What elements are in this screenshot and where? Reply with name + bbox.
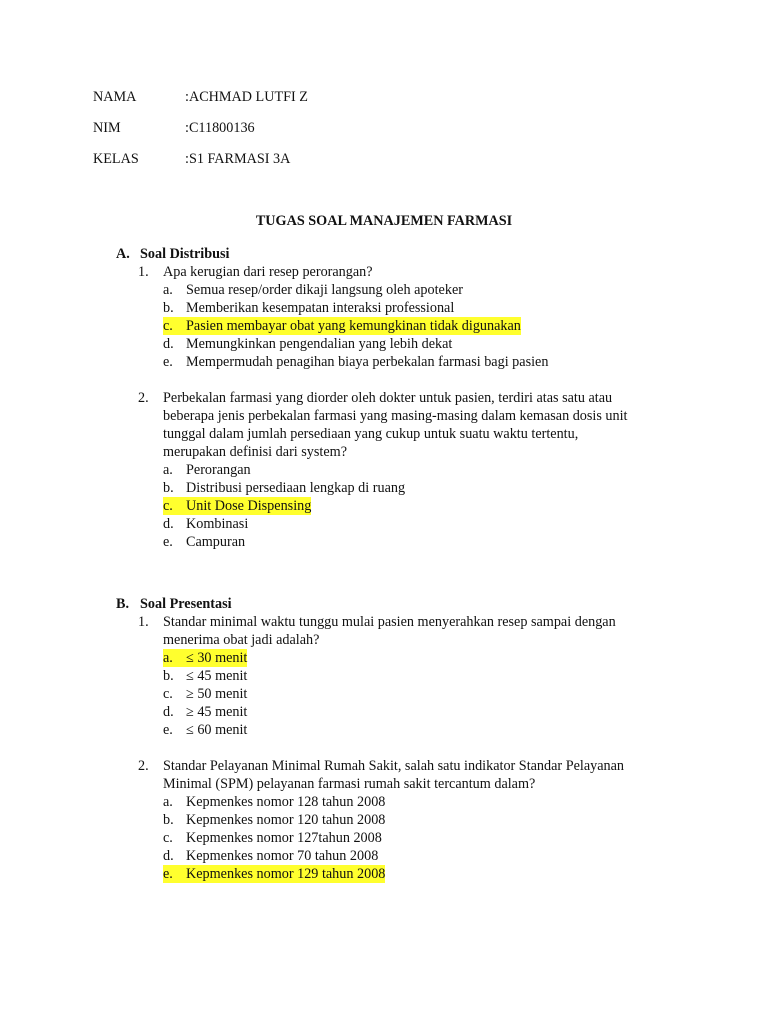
question-text-line: Standar Pelayanan Minimal Rumah Sakit, salah satu indikator Standar Pelayanan: [163, 758, 624, 774]
option-row: [163, 515, 248, 533]
option-letter: b.: [163, 812, 174, 828]
option-letter: e.: [163, 722, 173, 738]
option-letter: c.: [163, 830, 173, 846]
kelas-value: :S1 FARMASI 3A: [185, 151, 291, 167]
option-row: [163, 703, 247, 721]
option-item: [163, 667, 696, 685]
option-item: [163, 281, 696, 299]
option-item: [163, 335, 696, 353]
option-letter: e.: [163, 866, 173, 882]
option-text: Campuran: [186, 534, 246, 550]
option-letter: a.: [163, 282, 173, 298]
highlighted-answer: [163, 865, 385, 883]
kelas-label: KELAS: [93, 151, 139, 167]
option-row: [163, 461, 251, 479]
option-text: Memberikan kesempatan interaksi professional: [186, 300, 455, 316]
question-text-line: merupakan definisi dari system?: [163, 444, 347, 460]
option-item: [163, 865, 696, 883]
option-letter: a.: [163, 462, 173, 478]
option-row: [163, 335, 452, 353]
option-item: [163, 317, 696, 335]
question-a1: [116, 263, 696, 371]
option-text: ≥ 50 menit: [186, 686, 248, 702]
section-b-heading: [116, 595, 696, 613]
identity-nim-row: [93, 119, 255, 137]
option-item: [163, 829, 696, 847]
option-letter: c.: [163, 498, 173, 514]
question-text-line: menerima obat jadi adalah?: [163, 632, 320, 648]
option-list: [163, 461, 696, 551]
option-letter: e.: [163, 534, 173, 550]
option-row: [163, 721, 247, 739]
option-row: [163, 685, 247, 703]
question-b2: [116, 757, 696, 883]
option-text: Kepmenkes nomor 127tahun 2008: [186, 830, 382, 846]
question-number: 1.: [138, 264, 149, 280]
option-item: [163, 649, 696, 667]
section-b-title: Soal Presentasi: [140, 596, 232, 612]
option-row: [163, 667, 247, 685]
option-letter: b.: [163, 668, 174, 684]
option-list: [163, 281, 696, 371]
option-text: Mempermudah penagihan biaya perbekalan farmasi bagi pasien: [186, 354, 549, 370]
section-a-letter: A.: [116, 246, 130, 262]
option-letter: c.: [163, 318, 173, 334]
option-text: Distribusi persediaan lengkap di ruang: [186, 480, 406, 496]
option-letter: e.: [163, 354, 173, 370]
option-item: [163, 685, 696, 703]
highlighted-answer: [163, 317, 521, 335]
question-text-line: tunggal dalam jumlah persediaan yang cukup untuk suatu waktu tertentu,: [163, 426, 579, 442]
option-letter: d.: [163, 704, 174, 720]
option-text: Semua resep/order dikaji langsung oleh apoteker: [186, 282, 463, 298]
option-item: [163, 497, 696, 515]
option-letter: d.: [163, 848, 174, 864]
section-a-title: Soal Distribusi: [140, 246, 230, 262]
nama-value: :ACHMAD LUTFI Z: [185, 89, 308, 105]
option-item: [163, 703, 696, 721]
option-row: [163, 479, 405, 497]
option-item: [163, 533, 696, 551]
question-number: 1.: [138, 614, 149, 630]
option-letter: c.: [163, 686, 173, 702]
option-item: [163, 515, 696, 533]
option-letter: b.: [163, 300, 174, 316]
question-text-line: Perbekalan farmasi yang diorder oleh dokter untuk pasien, terdiri atas satu atau: [163, 390, 613, 406]
option-item: [163, 721, 696, 739]
document-title: TUGAS SOAL MANAJEMEN FARMASI: [255, 213, 513, 229]
nim-label: NIM: [93, 120, 121, 136]
question-text: Apa kerugian dari resep perorangan?: [163, 264, 373, 280]
option-row: [163, 281, 463, 299]
section-b: [116, 595, 696, 883]
highlighted-answer: [163, 497, 311, 515]
question-a2: [116, 389, 696, 551]
option-list: [163, 649, 696, 739]
option-letter: a.: [163, 794, 173, 810]
option-item: [163, 353, 696, 371]
option-text: Kombinasi: [186, 516, 249, 532]
option-text: Kepmenkes nomor 128 tahun 2008: [186, 794, 386, 810]
identity-nama-row: [93, 88, 308, 106]
option-text: Kepmenkes nomor 70 tahun 2008: [186, 848, 379, 864]
option-item: [163, 461, 696, 479]
option-row: [163, 533, 245, 551]
option-list: [163, 793, 696, 883]
option-row: [163, 793, 385, 811]
option-text: Perorangan: [186, 462, 251, 478]
option-letter: b.: [163, 480, 174, 496]
option-letter: d.: [163, 336, 174, 352]
question-number: 2.: [138, 390, 149, 406]
section-a-heading: [116, 245, 696, 263]
option-text: Unit Dose Dispensing: [186, 498, 312, 514]
option-item: [163, 299, 696, 317]
option-item: [163, 479, 696, 497]
highlighted-answer: [163, 649, 247, 667]
option-item: [163, 811, 696, 829]
option-letter: a.: [163, 650, 173, 666]
option-row: [163, 299, 454, 317]
option-item: [163, 847, 696, 865]
question-text-line: beberapa jenis perbekalan farmasi yang masing-masing dalam kemasan dosis unit: [163, 408, 628, 424]
option-row: [163, 353, 548, 371]
option-text: ≥ 45 menit: [186, 704, 248, 720]
option-item: [163, 793, 696, 811]
option-text: ≤ 30 menit: [186, 650, 248, 666]
nama-label: NAMA: [93, 89, 137, 105]
option-row: [163, 829, 382, 847]
section-a: [116, 245, 696, 551]
question-b1: [116, 613, 696, 739]
option-text: ≤ 60 menit: [186, 722, 248, 738]
option-text: Kepmenkes nomor 129 tahun 2008: [186, 866, 386, 882]
section-b-letter: B.: [116, 596, 130, 612]
option-row: [163, 847, 378, 865]
option-row: [163, 811, 385, 829]
question-text-line: Minimal (SPM) pelayanan farmasi rumah sakit tercantum dalam?: [163, 776, 536, 792]
option-text: ≤ 45 menit: [186, 668, 248, 684]
option-text: Pasien membayar obat yang kemungkinan tidak digunakan: [186, 318, 521, 334]
question-text-line: Standar minimal waktu tunggu mulai pasien menyerahkan resep sampai dengan: [163, 614, 616, 630]
identity-kelas-row: [93, 150, 290, 168]
option-text: Kepmenkes nomor 120 tahun 2008: [186, 812, 386, 828]
option-text: Memungkinkan pengendalian yang lebih dekat: [186, 336, 453, 352]
question-number: 2.: [138, 758, 149, 774]
option-letter: d.: [163, 516, 174, 532]
nim-value: :C11800136: [185, 120, 255, 136]
